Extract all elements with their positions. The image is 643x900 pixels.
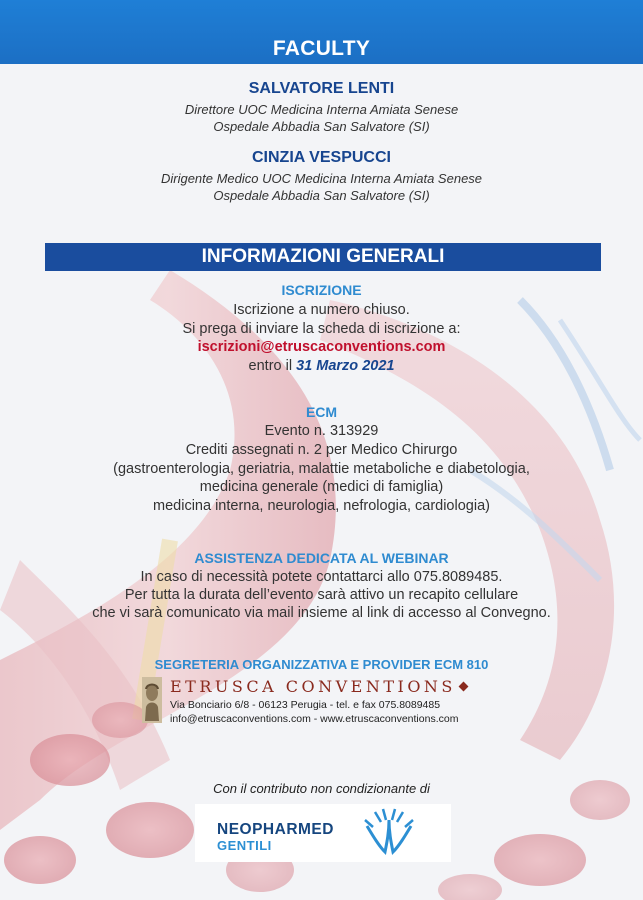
ecm-line: Evento n. 313929 xyxy=(264,423,379,439)
etruscan-head-logo-icon xyxy=(142,677,162,723)
faculty-member-affiliation: Ospedale Abbadia San Salvatore (SI) xyxy=(213,119,430,134)
iscrizione-title: ISCRIZIONE xyxy=(281,282,362,298)
ecm-line: medicina generale (medici di famiglia) xyxy=(199,479,444,495)
sponsor-logo-box xyxy=(195,804,451,862)
faculty-title: FACULTY xyxy=(272,37,371,60)
faculty-member-role: Dirigente Medico UOC Medicina Interna Amiata Senese xyxy=(160,171,483,186)
sponsor-subname: GENTILI xyxy=(217,838,272,853)
assistenza-title: ASSISTENZA DEDICATA AL WEBINAR xyxy=(194,550,449,566)
sponsor-name: NEOPHARMED xyxy=(217,821,334,838)
iscrizione-line: Si prega di inviare la scheda di iscrizione a: xyxy=(182,321,461,337)
info-title: INFORMAZIONI GENERALI xyxy=(201,246,445,267)
assistenza-line: In caso di necessità potete contattarci allo 075.8089485. xyxy=(140,569,503,585)
neopharmed-wave-logo-icon xyxy=(361,806,417,858)
registration-email-link[interactable]: iscrizioni@etruscaconventions.com xyxy=(197,339,446,355)
faculty-member-affiliation: Ospedale Abbadia San Salvatore (SI) xyxy=(213,188,430,203)
faculty-member-role: Direttore UOC Medicina Interna Amiata Senese xyxy=(184,102,459,117)
faculty-member-name: CINZIA VESPUCCI xyxy=(252,149,391,166)
deadline-date: 31 Marzo 2021 xyxy=(296,358,395,374)
iscrizione-deadline xyxy=(0,357,643,376)
segreteria-title: SEGRETERIA ORGANIZZATIVA E PROVIDER ECM 810 xyxy=(154,657,489,672)
assistenza-line: che vi sarà comunicato via mail insieme al link di accesso al Convegno. xyxy=(92,605,551,621)
company-contacts[interactable]: info@etruscaconventions.com - www.etruscaconventions.com xyxy=(170,713,459,725)
sponsor-intro: Con il contributo non condizionante di xyxy=(213,781,430,796)
ecm-line: (gastroenterologia, geriatria, malattie metaboliche e diabetologia, xyxy=(113,461,530,477)
info-header-band xyxy=(45,243,601,271)
company-name: ETRUSCA CONVENTIONS xyxy=(170,677,456,696)
faculty-header-band xyxy=(0,0,643,64)
faculty-member-name: SALVATORE LENTI xyxy=(248,80,395,97)
diamond-ornament-icon xyxy=(459,682,469,692)
ecm-line: Crediti assegnati n. 2 per Medico Chirurgo xyxy=(185,442,458,458)
ecm-line: medicina interna, neurologia, nefrologia, cardiologia) xyxy=(153,498,490,514)
deadline-prefix: entro il xyxy=(248,358,297,374)
iscrizione-line: Iscrizione a numero chiuso. xyxy=(233,302,410,318)
assistenza-line: Per tutta la durata dell’evento sarà attivo un recapito cellulare xyxy=(124,587,519,603)
ecm-title: ECM xyxy=(305,404,338,420)
company-address: Via Bonciario 6/8 - 06123 Perugia - tel. e fax 075.8089485 xyxy=(170,699,441,711)
